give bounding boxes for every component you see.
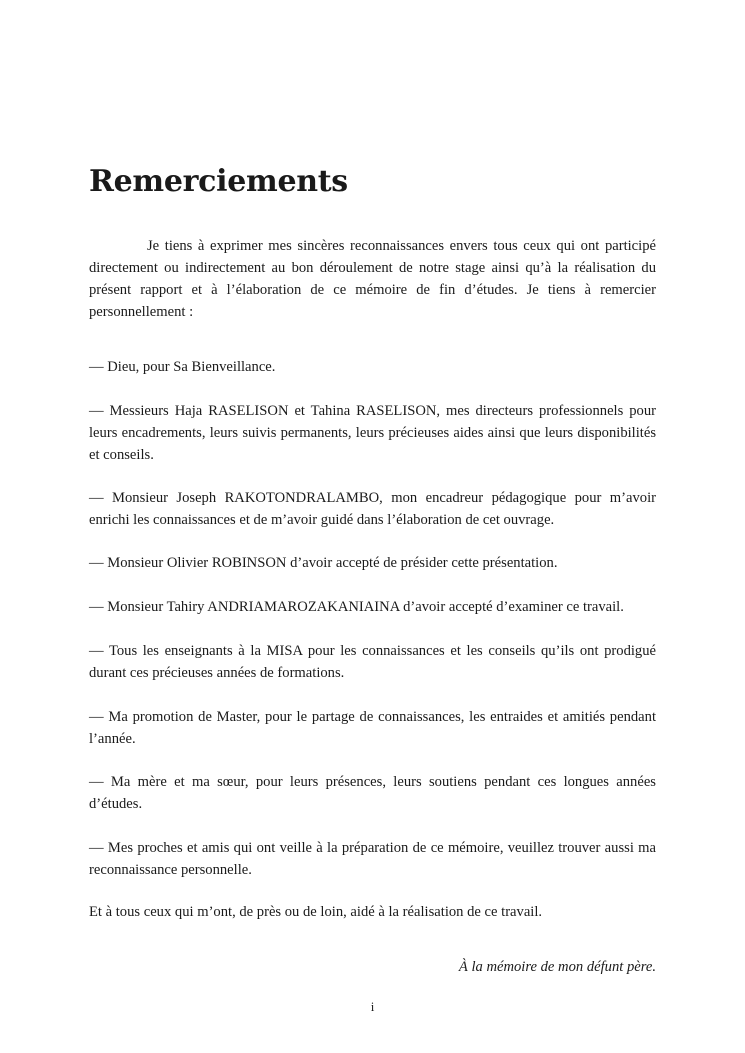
thanks-item-god: — Dieu, pour Sa Bienveillance. — [89, 359, 276, 375]
thanks-item-teachers: — Tous les enseignants à la MISA pour les connaissances et les conseils qu’ils ont prodigué durant ces précieuses années de formations. — [89, 643, 656, 681]
thanks-item-pedagogical-supervisor: — Monsieur Joseph RAKOTONDRALAMBO, mon encadreur pédagogique pour m’avoir enrichi les connaissances et de m’avoir guidé dans l’élaboration de cet ouvrage. — [89, 490, 656, 528]
dedication: À la mémoire de mon défunt père. — [458, 959, 656, 975]
intro-paragraph: Je tiens à exprimer mes sincères reconnaissances envers tous ceux qui ont participé directement ou indirectement au bon déroulement de notre stage ainsi qu’à la réalisation du présent rapport et à l’élaboration de ce mémoire de fin d’études. Je tiens à remercier personnellement : — [89, 238, 656, 320]
page-title: Remerciements — [89, 164, 348, 199]
thanks-item-friends: — Mes proches et amis qui ont veille à la préparation de ce mémoire, veuillez trouver aussi ma reconnaissance personnelle. — [89, 840, 656, 878]
closing-paragraph: Et à tous ceux qui m’ont, de près ou de loin, aidé à la réalisation de ce travail. — [89, 904, 543, 920]
thanks-item-professional-directors: — Messieurs Haja RASELISON et Tahina RASELISON, mes directeurs professionnels pour leurs encadrements, leurs suivis permanents, leurs précieuses aides ainsi que leurs disponibilités et conseils. — [89, 403, 656, 463]
thanks-item-family: — Ma mère et ma sœur, pour leurs présences, leurs soutiens pendant ces longues années d’études. — [89, 774, 656, 812]
thanks-item-examiner: — Monsieur Tahiry ANDRIAMAROZAKANIAINA d’avoir accepté d’examiner ce travail. — [89, 599, 624, 615]
thanks-item-president: — Monsieur Olivier ROBINSON d’avoir accepté de présider cette présentation. — [89, 555, 558, 571]
thanks-item-classmates: — Ma promotion de Master, pour le partage de connaissances, les entraides et amitiés pendant l’année. — [89, 709, 656, 747]
page-number: i — [370, 999, 375, 1014]
